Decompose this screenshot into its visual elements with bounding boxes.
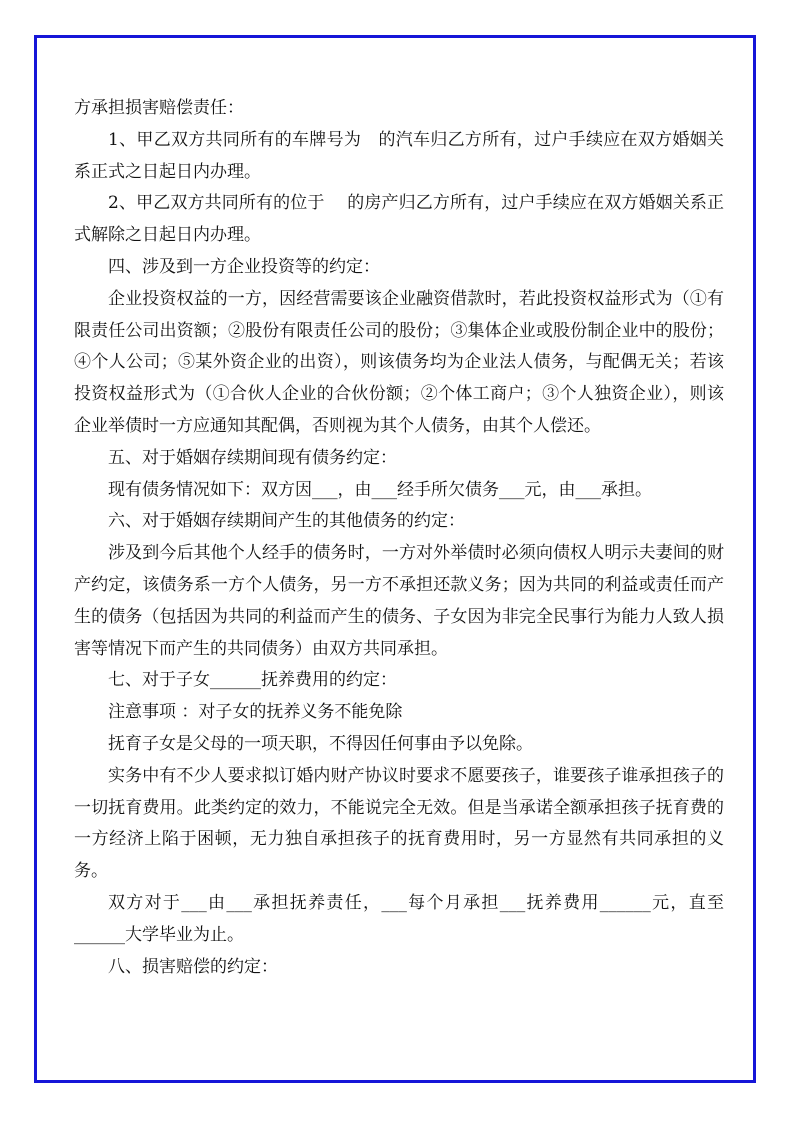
paragraph-3: 2、甲乙双方共同所有的位于 的房产归乙方所有，过户手续应在双方婚姻关系正式解除之日起日内办理。 [74,193,724,246]
paragraph-1: 方承担损害赔偿责任： [74,98,244,118]
section-heading-6: 六、对于婚姻存续期间产生的其他债务的约定： [108,511,465,532]
paragraph-11: 注意事项 ：对子女的抚养义务不能免除 [108,702,403,723]
section-heading-4: 四、涉及到一方企业投资等的约定： [108,256,380,277]
paragraph-9: 涉及到今后其他个人经手的债务时，一方对外举债时必须向债权人明示夫妻间的财产约定，该债务系一方个人债务，另一方不承担还款义务；因为共同的利益或责任而产生的债务（包括因为共同的利益而产生的债务、子女因为非完全民事行为能力人致人损害等情况下而产生的共同债务）由双方共同承担。 [74,543,724,659]
section-heading-7: 七、对于子女______抚养费用的约定： [108,670,397,691]
paragraph-2: 1、甲乙双方共同所有的车牌号为 的汽车归乙方所有，过户手续应在双方婚姻关系正式之日起日内办理。 [74,129,724,182]
document-body [74,93,724,983]
paragraph-14: 双方对于___由___承担抚养责任，___每个月承担___抚养费用______元，直至______大学毕业为止。 [74,892,724,945]
section-heading-8: 八、损害赔偿的约定： [108,956,278,977]
paragraph-5: 企业投资权益的一方，因经营需要该企业融资借款时，若此投资权益形式为（①有限责任公司出资额；②股份有限责任公司的股份；③集体企业或股份制企业中的股份；④个人公司；⑤某外资企业的出资），则该债务均为企业法人债务，与配偶无关；若该投资权益形式为（①合伙人企业的合伙份额；②个体工商户；③个人独资企业），则该企业举债时一方应通知其配偶，否则视为其个人债务，由其个人偿还。 [74,288,724,436]
paragraph-7: 现有债务情况如下：双方因___，由___经手所欠债务___元，由___承担。 [108,479,652,500]
paragraph-12: 抚育子女是父母的一项天职，不得因任何事由予以免除。 [108,733,533,754]
paragraph-13: 实务中有不少人要求拟订婚内财产协议时要求不愿要孩子，谁要孩子谁承担孩子的一切抚育费用。此类约定的效力，不能说完全无效。但是当承诺全额承担孩子抚育费的一方经济上陷于困顿，无力独自承担孩子的抚育费用时，另一方显然有共同承担的义务。 [74,765,724,882]
section-heading-5: 五、对于婚姻存续期间现有债务约定： [108,447,397,468]
